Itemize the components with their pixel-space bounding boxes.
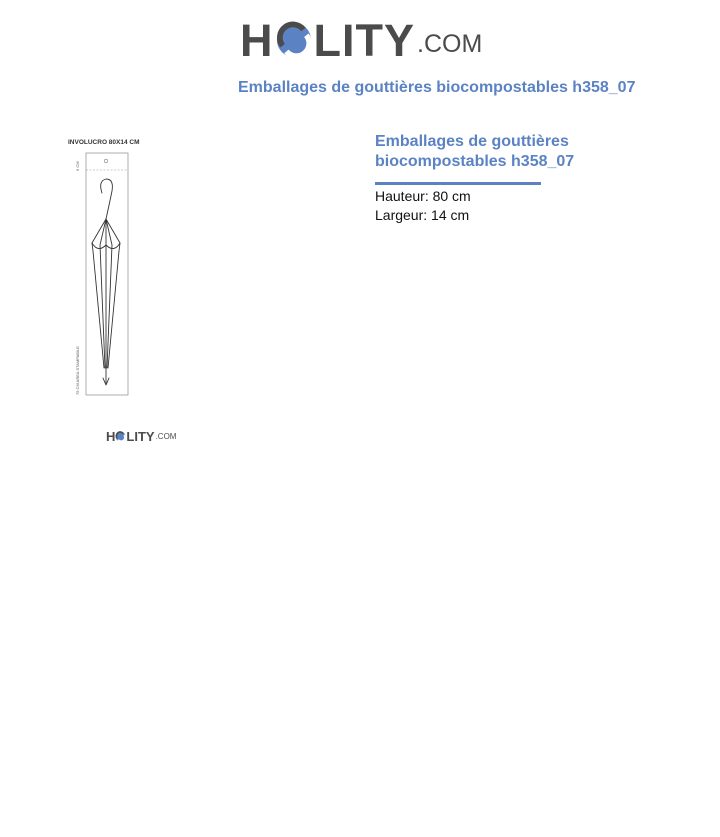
product-title: Emballages de gouttières biocompostables h358_07 <box>375 133 575 170</box>
logo-text-lity: LITY <box>313 14 415 66</box>
small-logo-text-lity: LITY <box>126 429 155 444</box>
side-label-top: 5 CM <box>75 161 80 171</box>
spec-row-height: Hauteur: 80 cm <box>375 188 471 204</box>
spec-label: Hauteur <box>375 188 425 204</box>
umbrella-drawing <box>92 179 120 385</box>
spec-value: 14 cm <box>431 207 470 223</box>
logo-o-icon <box>275 21 313 59</box>
holity-logo[interactable] <box>240 12 482 68</box>
hang-hole <box>104 159 108 163</box>
small-logo-text-h: H <box>106 429 116 444</box>
logo-text-com: .COM <box>417 30 483 58</box>
small-holity-logo <box>106 430 176 443</box>
spec-row-width: Largeur: 14 cm <box>375 207 470 223</box>
image-caption: INVOLUCRO 80X14 CM <box>68 139 140 146</box>
small-logo-text-com: .COM <box>155 432 177 441</box>
logo-text-h: H <box>240 14 274 66</box>
product-image <box>62 133 182 408</box>
spec-value: 80 cm <box>432 188 471 204</box>
spec-label: Largeur <box>375 207 424 223</box>
page-title: Emballages de gouttières biocompostables h358_07 <box>238 79 636 96</box>
product-specs <box>375 187 471 225</box>
side-label-bottom: 75 CM AREA STAMPABILE <box>75 346 80 395</box>
title-divider <box>375 182 541 185</box>
small-logo-o-icon <box>115 431 126 442</box>
